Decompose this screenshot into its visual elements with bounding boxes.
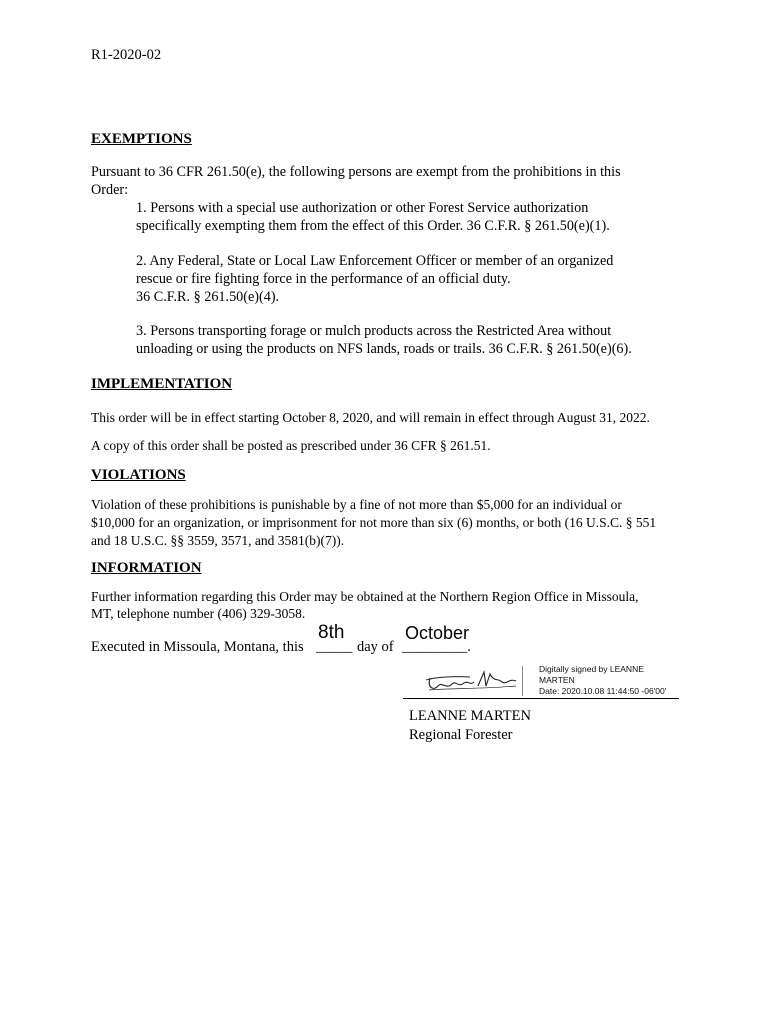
day-blank: _____	[316, 639, 353, 655]
month-field[interactable]: October	[405, 623, 470, 643]
signature-divider	[522, 666, 524, 696]
exemption-item-1-line2: specifically exempting them from the effect of this Order. 36 C.F.R. § 261.50(e)(1).	[136, 218, 610, 234]
signer-name: LEANNE MARTEN	[409, 708, 531, 724]
execution-middle: day of	[357, 639, 394, 655]
signer-title: Regional Forester	[409, 727, 513, 743]
digital-signature-date: Date: 2020.10.08 11:44:50 -06'00'	[539, 686, 667, 696]
digital-signature-line1: Digitally signed by LEANNE	[539, 664, 644, 674]
exemption-item-2-line3: 36 C.F.R. § 261.50(e)(4).	[136, 289, 280, 305]
exemptions-intro-line1: Pursuant to 36 CFR 261.50(e), the following persons are exempt from the prohibitions in this	[91, 164, 621, 180]
exemptions-heading: EXEMPTIONS	[91, 131, 192, 147]
information-heading: INFORMATION	[91, 560, 202, 576]
execution-prefix: Executed in Missoula, Montana, this	[91, 639, 304, 655]
implementation-line2: A copy of this order shall be posted as prescribed under 36 CFR § 261.51.	[91, 438, 491, 453]
exemption-item-3-line1: 3. Persons transporting forage or mulch products across the Restricted Area without	[136, 323, 612, 339]
month-blank: _________.	[402, 639, 471, 655]
handwritten-signature-image	[424, 668, 520, 694]
digital-signature-line2: MARTEN	[539, 675, 575, 685]
implementation-line1: This order will be in effect starting October 8, 2020, and will remain in effect through August 31, 2022.	[91, 410, 650, 425]
exemption-item-2-line2: rescue or fire fighting force in the performance of an official duty.	[136, 271, 511, 287]
exemption-item-1-line1: 1. Persons with a special use authorization or other Forest Service authorization	[136, 200, 589, 216]
exemptions-intro-line2: Order:	[91, 182, 129, 198]
violations-line1: Violation of these prohibitions is punishable by a fine of not more than $5,000 for an individual or	[91, 497, 622, 512]
violations-line3: and 18 U.S.C. §§ 3559, 3571, and 3581(b)(7)).	[91, 533, 345, 548]
information-line1: Further information regarding this Order may be obtained at the Northern Region Office in Missoula,	[91, 589, 639, 604]
exemption-item-3-line2: unloading or using the products on NFS lands, roads or trails. 36 C.F.R. § 261.50(e)(6).	[136, 341, 632, 357]
day-field[interactable]: 8th	[318, 622, 345, 643]
violations-line2: $10,000 for an organization, or imprisonment for not more than six (6) months, or both (16 U.S.C. § 551	[91, 515, 657, 530]
violations-heading: VIOLATIONS	[91, 467, 186, 483]
implementation-heading: IMPLEMENTATION	[91, 376, 233, 392]
information-line2: MT, telephone number (406) 329-3058.	[91, 606, 306, 621]
document-id: R1-2020-02	[91, 47, 162, 63]
exemption-item-2-line1: 2. Any Federal, State or Local Law Enforcement Officer or member of an organized	[136, 253, 614, 269]
signature-line	[403, 698, 679, 699]
